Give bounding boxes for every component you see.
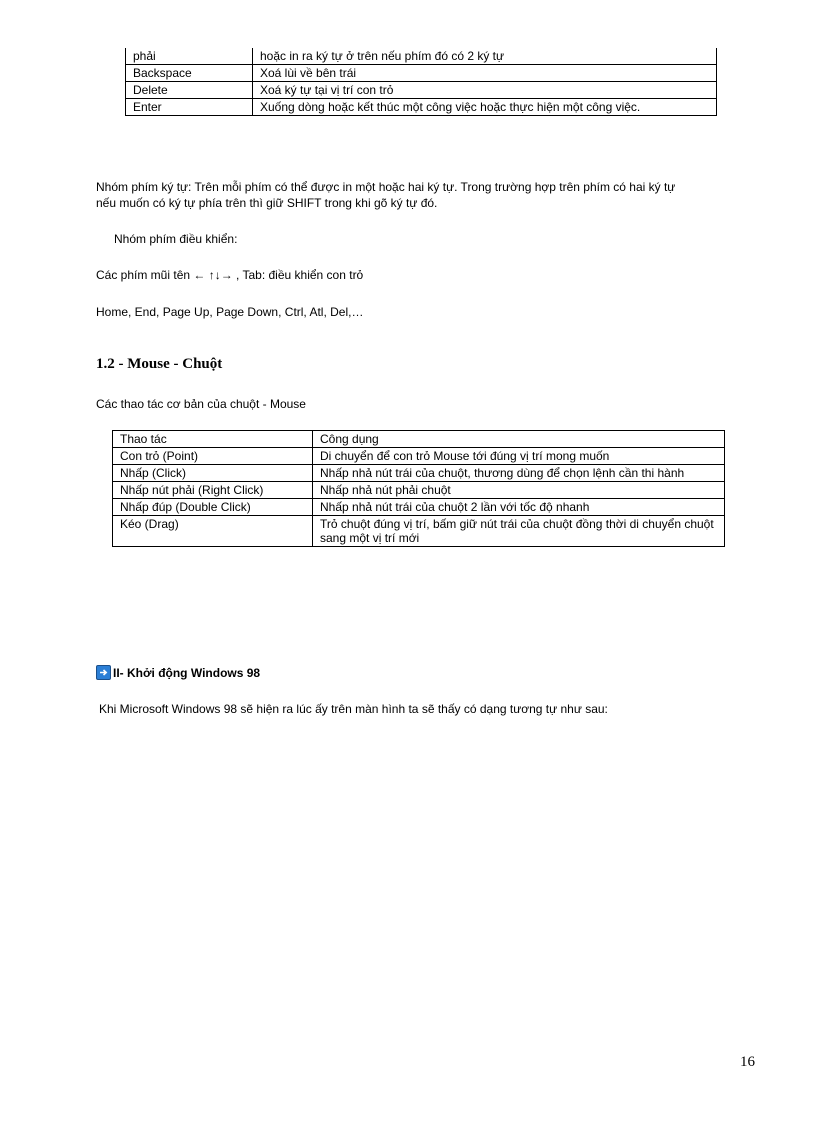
windows-intro-text: Khi Microsoft Windows 98 sẽ hiện ra lúc ấy trên màn hình ta sẽ thấy có dạng tương tự như sau: [99, 702, 608, 716]
key-desc-cell: Xoá lùi về bên trái [253, 65, 717, 82]
usage-cell: Trỏ chuột đúng vị trí, bấm giữ nút trái của chuột đồng thời di chuyển chuột sang một vị trí mới [313, 516, 725, 547]
action-cell: Nhấp đúp (Double Click) [113, 499, 313, 516]
usage-cell: Nhấp nhả nút trái của chuột, thương dùng để chọn lệnh cần thi hành [313, 465, 725, 482]
arrow-right-icon [96, 665, 111, 680]
keys-table [125, 48, 717, 116]
page-number: 16 [740, 1054, 755, 1070]
mouse-table [112, 430, 725, 547]
windows-heading-text: II- Khởi động Windows 98 [113, 665, 261, 680]
table-header-row [113, 431, 725, 448]
header-cell: Thao tác [113, 431, 313, 448]
key-name-cell: Delete [126, 82, 253, 99]
header-cell: Công dụng [313, 431, 725, 448]
key-desc-cell: Xoá ký tự tại vị trí con trỏ [253, 82, 717, 99]
usage-cell: Nhấp nhả nút trái của chuột 2 lần với tốc độ nhanh [313, 499, 725, 516]
char-keys-paragraph [96, 179, 756, 211]
table-row [113, 465, 725, 482]
other-keys-text: Home, End, Page Up, Page Down, Ctrl, Atl, Del,… [96, 305, 364, 319]
action-cell: Kéo (Drag) [113, 516, 313, 547]
table-row [126, 65, 717, 82]
arrow-keys-text: Các phím mũi tên ← ↑↓→ , Tab: điều khiển con trỏ [96, 268, 364, 282]
table-row [126, 82, 717, 99]
action-cell: Nhấp nút phải (Right Click) [113, 482, 313, 499]
table-row [113, 482, 725, 499]
usage-cell: Nhấp nhả nút phải chuột [313, 482, 725, 499]
table-row [126, 48, 717, 65]
table-row [113, 499, 725, 516]
table-row [126, 99, 717, 116]
table-row [113, 448, 725, 465]
paragraph-line: nếu muốn có ký tự phía trên thì giữ SHIFT trong khi gõ ký tự đó. [96, 196, 438, 210]
usage-cell: Di chuyển để con trỏ Mouse tới đúng vị trí mong muốn [313, 448, 725, 465]
action-cell: Nhấp (Click) [113, 465, 313, 482]
windows-heading [96, 665, 260, 680]
section-heading: 1.2 - Mouse - Chuột [96, 356, 223, 372]
key-desc-cell: hoặc in ra ký tự ở trên nếu phím đó có 2 ký tự [253, 48, 717, 65]
action-cell: Con trỏ (Point) [113, 448, 313, 465]
table-row [113, 516, 725, 547]
key-name-cell: phải [126, 48, 253, 65]
key-desc-cell: Xuống dòng hoặc kết thúc một công việc hoặc thực hiện một công việc. [253, 99, 717, 116]
paragraph-line: Nhóm phím ký tự: Trên mỗi phím có thể được in một hoặc hai ký tự. Trong trường hợp trên phím có hai ký tự [96, 180, 676, 194]
key-name-cell: Enter [126, 99, 253, 116]
mouse-intro-text: Các thao tác cơ bản của chuột - Mouse [96, 397, 306, 411]
key-name-cell: Backspace [126, 65, 253, 82]
control-keys-label: Nhóm phím điều khiển: [114, 232, 238, 246]
